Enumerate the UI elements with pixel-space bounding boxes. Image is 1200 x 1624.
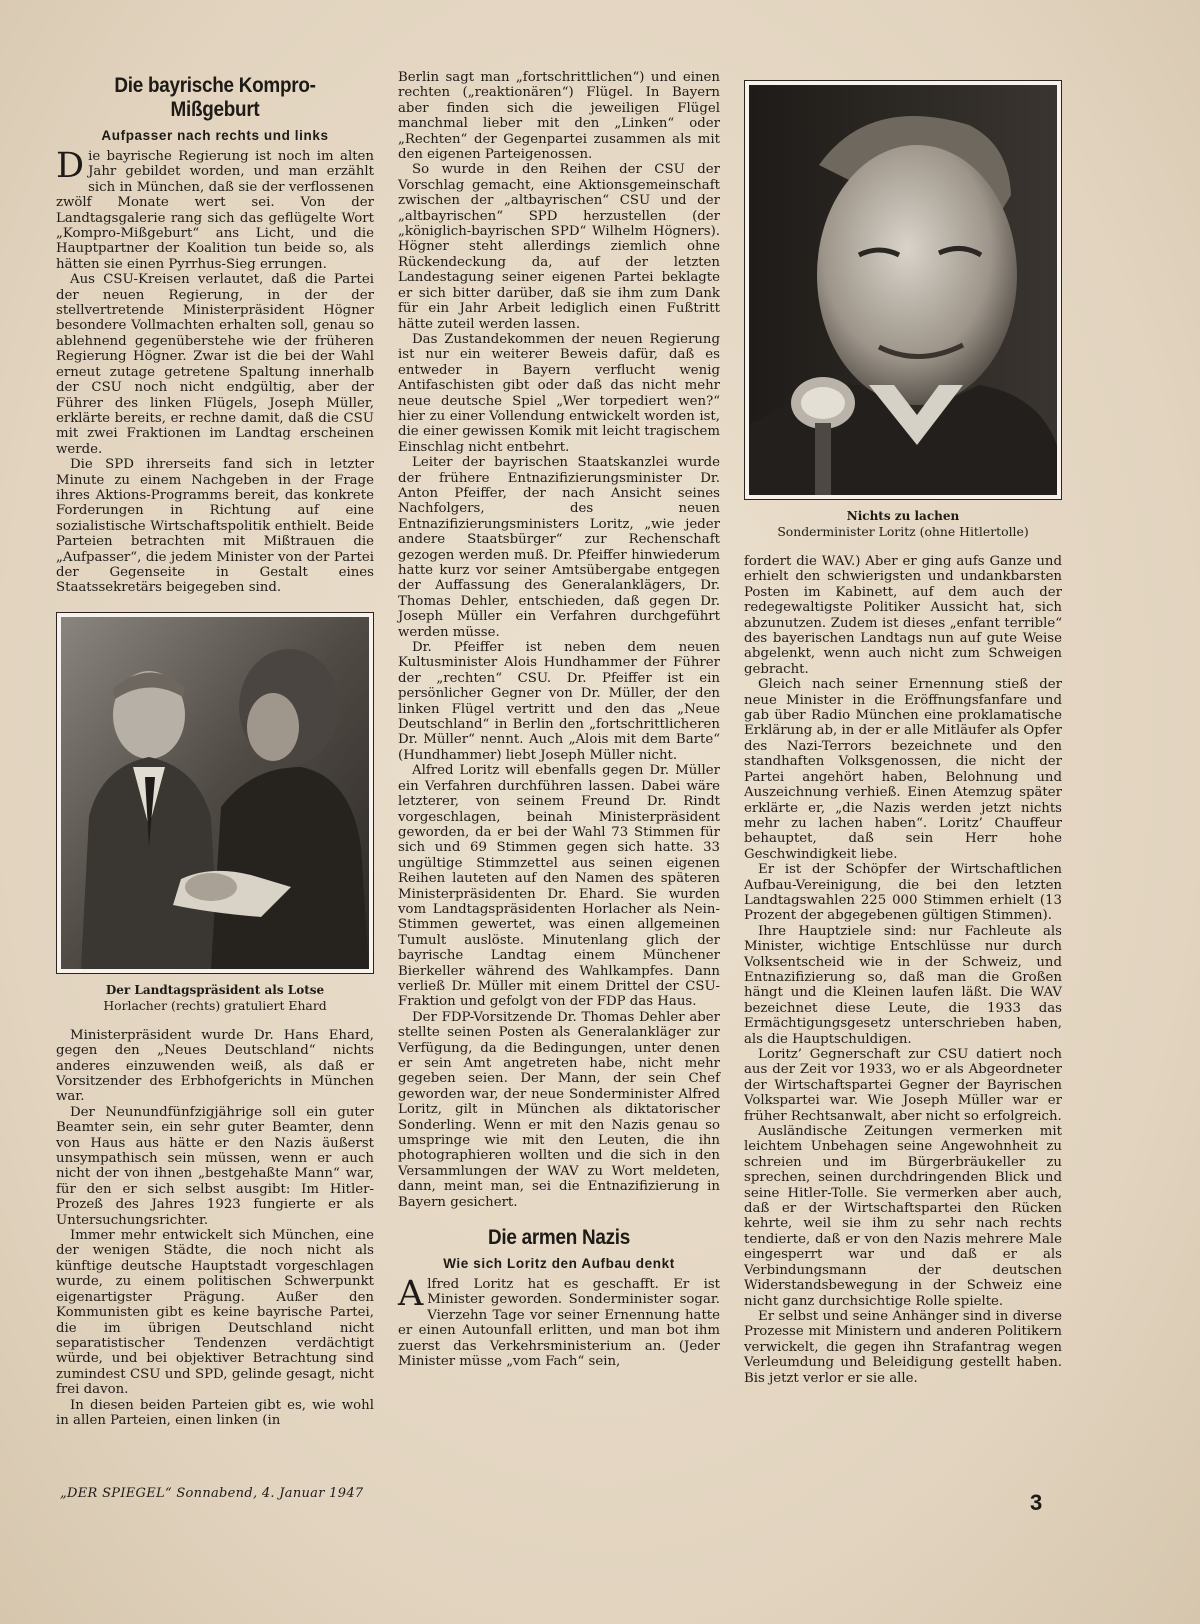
paragraph: Der FDP-Vorsitzende Dr. Thomas Dehler aber stellte seinen Posten als Generalankläger zur Verfügung, da die Bedingungen, unter denen er sein Amt angetreten habe, nicht mehr gegeben seien. Der Mann, der sein Chef geworden war, der neue Sonderminister Alfred Loritz, gilt in München als diktatorischer Sonderling. Wenn er mit den Nazis genau so umspringe wie mit den Leuten, die ihn photographieren wollten und die sich in den Versammlungen der WAV zu Wort meldeten, dann, meint man, sei die Entnazifizierung in Bayern gesichert. xyxy=(398,1009,720,1210)
caption-text: Horlacher (rechts) gratuliert Ehard xyxy=(103,997,327,1013)
drop-cap: A xyxy=(398,1274,424,1315)
publication-footer: „DER SPIEGEL“ Sonnabend, 4. Januar 1947 xyxy=(60,1486,364,1501)
column-2 xyxy=(398,70,720,1370)
caption-title: Nichts zu lachen xyxy=(846,509,960,523)
paragraph: Ministerpräsident wurde Dr. Hans Ehard, gegen den „Neues Deutschland“ nichts anderes einzuwenden weiß, als daß er Vorsitzender des Erbhofgerichts in München war. xyxy=(56,1027,374,1105)
paragraph: Berlin sagt man „fortschrittlichen“) und einen rechten („reaktionären“) Flügel. In Bayern aber finden sich die jeweiligen Flügel manchmal lieber mit den „Linken“ oder „Rechten“ der Gegenpartei zusammen als mit den eigenen Parteigenossen. xyxy=(398,70,720,163)
paragraph: Die bayrische Regierung ist noch im alten Jahr gebildet worden, und man erzählt sich in München, daß sie der verflossenen zwölf Monate wert sei. Von der Landtagsgalerie rang sich das geflügelte Wort „Kompro-Mißgeburt“ ans Licht, und die Hauptpartner der Koalition tun beide so, als hätten sie einen Pyrrhus-Sieg errungen. xyxy=(56,146,374,272)
paragraph: Alfred Loritz hat es geschafft. Er ist Minister geworden. Sonderminister sogar. Vierzehn Tage vor seiner Ernennung hatte er einen Autounfall erlitten, und man bot ihm zuerst das Verkehrsministerium an. (Jeder Minister müsse „vom Fach“ sein, xyxy=(398,1274,720,1370)
paragraph: So wurde in den Reihen der CSU der Vorschlag gemacht, eine Aktionsgemeinschaft zwischen der „altbayrischen“ CSU und der „altbayrischen“ SPD herzustellen (der „königlich-bayrischen SPD“ Wilhelm Högners). Högner steht allerdings ziemlich ohne Rückendeckung da, auf der letzten Landestagung seiner eigenen Partei beklagte er sich bitter darüber, daß sie ihm zum Dank für ein Jahr Arbeit lediglich einen Fußtritt hätte zuteil werden lassen. xyxy=(398,162,720,332)
paragraph: Loritz’ Gegnerschaft zur CSU datiert noch aus der Zeit vor 1933, wo er als Abgeordneter der Wirtschaftspartei Gegner der Bayrischen Volkspartei war. Wie Joseph Müller war er früher Rechtsanwalt, aber nicht so erfolgreich. xyxy=(744,1047,1062,1124)
paragraph: Ausländische Zeitungen vermerken mit leichtem Unbehagen seine Angewohnheit zu schreien und im Bürgerbräukeller zu sprechen, seinen durchdringenden Blick und seine Hitler-Tolle. Sie vermerken aber auch, daß er der Wirtschaftspartei den Rücken kehrte, weil sie ihm zu sehr nach rechts tendierte, daß er von den Nazis mehrere Male eingesperrt war und daß er als Verbindungsmann der deutschen Widerstandsbewegung in der Schweiz eine nicht ganz durchsichtige Rolle spielte. xyxy=(744,1124,1062,1309)
article-subhead: Wie sich Loritz den Aufbau denkt xyxy=(443,1256,675,1272)
article-subhead: Aufpasser nach rechts und links xyxy=(101,128,329,143)
paragraph: Ihre Hauptziele sind: nur Fachleute als Minister, wichtige Entschlüsse nur durch Volksentscheid wie in der Schweiz, und Entnazifizierung so, daß man die Großen hängt und die Kleinen laufen läßt. Die WAV bezeichnet diese Leute, die 1933 das Ermächtigungsgesetz unterschrieben haben, als die Hauptschuldigen. xyxy=(744,923,1062,1047)
paragraph: Immer mehr entwickelt sich München, eine der wenigen Städte, die noch nicht als künftige deutsche Hauptstadt vorgeschlagen wurde, zu einem politischen Schwerpunkt eigenartigster Prägung. Außer den Kommunisten gibt es keine bayrische Partei, die im übrigen Deutschland nicht separatistischer Tendenzen verdächtigt würde, und bei objektiver Betrachtung sind zumindest CSU und SPD, gelinde gesagt, nicht frei davon. xyxy=(56,1228,374,1398)
photo-caption xyxy=(744,508,1062,540)
caption-text: Sonderminister Loritz (ohne Hitlertolle) xyxy=(777,524,1029,539)
drop-cap: D xyxy=(56,146,85,186)
photo-loritz xyxy=(744,80,1062,500)
article-2-header xyxy=(398,1226,720,1271)
paragraph: Aus CSU-Kreisen verlautet, daß die Partei der neuen Regierung, in der der stellvertretende Ministerpräsident Högner besondere Vollmachten erhalten soll, genau so ablehnend gegenüberstehe wie der früheren Regierung Högner. Zwar ist die bei der Wahl erneut zutage getretene Spaltung innerhalb der CSU noch nicht endgültig, aber der Führer des linken Flügels, Joseph Müller, erklärte bereits, er rechne damit, daß die CSU mit zwei Fraktionen im Landtag erscheinen werde. xyxy=(56,272,374,457)
page-number: 3 xyxy=(1030,1490,1043,1515)
caption-title: Der Landtagspräsident als Lotse xyxy=(105,982,325,997)
paragraph: Alfred Loritz will ebenfalls gegen Dr. Müller ein Verfahren durchführen lassen. Dabei wäre letzterer, von seinem Freund Dr. Rindt vorgeschlagen, beinah Ministerpräsident geworden, da er bei der Wahl 73 Stimmen für sich und 69 Stimmen gegen sich hatte. 33 ungültige Stimmzettel aus seinen eigenen Reihen lauteten auf den Namen des späteren Ministerpräsidenten Dr. Ehard. Sie wurden vom Landtagspräsidenten Horlacher als Nein-Stimmen gewertet, was einen allgemeinen Tumult auslöste. Minutenlang glich der bayrische Landtag einem Münchener Bierkeller während des Wahlkampfes. Dann verließ Dr. Müller mit einem Drittel der CSU-Fraktion und gefolgt von der FDP das Haus. xyxy=(398,763,720,1010)
paragraph: Er ist der Schöpfer der Wirtschaftlichen Aufbau-Vereinigung, die bei den letzten Landtagswahlen 225 000 Stimmen erhielt (13 Prozent der abgegebenen gültigen Stimmen). xyxy=(744,862,1062,924)
photo-image xyxy=(61,617,369,969)
paragraph: Das Zustandekommen der neuen Regierung ist nur ein weiterer Beweis dafür, daß es entweder in Bayern verflucht wenig Antifaschisten gibt oder daß das nicht mehr neue deutsche Spiel „Wer torpediert wen?“ hier zu einer Vollendung entwickelt worden ist, die einer gewissen Komik mit leicht tragischem Einschlag nicht entbehrt. xyxy=(398,331,720,455)
paragraph: Leiter der bayrischen Staatskanzlei wurde der frühere Entnazifizierungsminister Dr. Anton Pfeiffer, der nach Ansicht seines Nachfolgers, des neuen Entnazifizierungsministers Loritz, „wie jeder andere Staatsbürger“ zur Rechenschaft gezogen werden muß. Dr. Pfeiffer hinwiederum hatte kurz vor seiner Amtsübergabe entgegen der Auffassung des Generalanklägers, Dr. Thomas Dehler, entschieden, daß gegen Dr. Joseph Müller ein Verfahren durchgeführt werden müsse. xyxy=(398,455,720,640)
paragraph: Er selbst und seine Anhänger sind in diverse Prozesse mit Ministern und anderen Politikern verwickelt, die gegen ihn Strafantrag wegen Verleumdung und Beleidigung gestellt haben. Bis jetzt verlor er sie alle. xyxy=(744,1308,1062,1386)
paragraph: Dr. Pfeiffer ist neben dem neuen Kultusminister Alois Hundhammer der Führer der „rechten“ CSU. Dr. Pfeiffer ist ein persönlicher Gegner von Dr. Müller, der den linken Flügel vertritt und den das „Neue Deutschland“ in Berlin den „fortschrittlicheren Dr. Müller“ nennt. Auch „Alois mit dem Barte“ (Hundhammer) liebt Joseph Müller nicht. xyxy=(398,640,720,763)
paragraph: Der Neunundfünfzigjährige soll ein guter Beamter sein, ein sehr guter Beamter, denn von Haus aus hätte er den Nazis äußerst unsympathisch sein müssen, wenn er auch nicht der von ihnen „bestgehaßte Mann“ war, für den er sich selbst ausgibt: Im Hitler-Prozeß des Jahres 1923 fungierte er als Untersuchungsrichter. xyxy=(56,1104,374,1228)
article-headline: Die armen Nazis xyxy=(488,1226,630,1250)
paragraph: fordert die WAV.) Aber er ging aufs Ganze und erhielt den schwierigsten und undankbarsten Posten im Kabinett, auf dem auch der redegewaltigste Politiker Aussicht hat, sich abzunutzen. Zudem ist dieses „enfant terrible“ des bayerischen Landtags nun auf gute Weise abgelenkt, wenn auch nicht zum Schweigen gebracht. xyxy=(744,554,1062,677)
photo-horlacher-ehard xyxy=(56,612,374,974)
photo-image xyxy=(749,85,1057,495)
photo-caption xyxy=(56,982,374,1014)
column-3 xyxy=(744,70,1062,1386)
article-headline: Die bayrische Kompro-Mißgeburt xyxy=(114,74,316,121)
column-1 xyxy=(56,70,374,1428)
paragraph: Gleich nach seiner Ernennung stieß der neue Minister in die Eröffnungsfanfare und gab über Radio München eine proklamatische Erklärung ab, in der er alle Mitläufer als Opfer des Nazi-Terrors bezeichnete und den standhaften Volksgenossen, die nicht der Partei angehört haben, Belohnung und Auszeichnung verhieß. Einen Atemzug später erklärte er, „die Nazis werden jetzt nichts mehr zu lachen haben“. Loritz’ Chauffeur behauptet, daß sein Herr hohe Geschwindigkeit liebe. xyxy=(744,677,1062,862)
paragraph: In diesen beiden Parteien gibt es, wie wohl in allen Parteien, einen linken (in xyxy=(56,1397,374,1428)
paragraph: Die SPD ihrerseits fand sich in letzter Minute zu einem Nachgeben in der Frage ihres Aktions-Programms bereit, das konkrete Forderungen in Richtung auf eine sozialistische Wirtschaftspolitik enthielt. Beide Parteien betrachten mit Mißtrauen die „Aufpasser“, die jedem Minister von der Partei der Gegenseite in Gestalt eines Staatssekretärs beigegeben sind. xyxy=(56,457,374,596)
